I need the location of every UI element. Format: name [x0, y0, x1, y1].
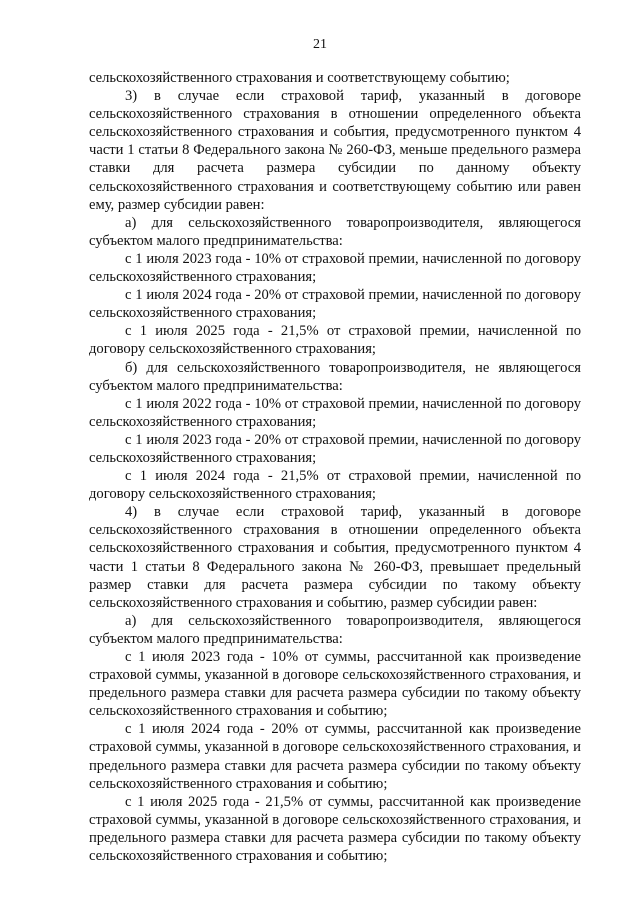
paragraph-subitem-3b: б) для сельскохозяйственного товаропроизводителя, не являющегося субъектом малого предпринимательства: — [89, 359, 581, 394]
paragraph-4a-2025: с 1 июля 2025 года - 21,5% от суммы, рассчитанной как произведение страховой суммы, указанной в договоре сельскохозяйственного страхования, и предельного размера ставки для расчета размера субсидии по такому объекту сельскохозяйственного страхования и событию; — [89, 793, 581, 865]
paragraph-4a-2024: с 1 июля 2024 года - 20% от суммы, рассчитанной как произведение страховой суммы, указанной в договоре сельскохозяйственного страхования, и предельного размера ставки для расчета размера субсидии по такому объекту сельскохозяйственного страхования и событию; — [89, 721, 581, 792]
paragraph-3b-2022: с 1 июля 2022 года - 10% от страховой премии, начисленной по договору сельскохозяйственного страхования; — [89, 395, 581, 430]
paragraph-subitem-4a: а) для сельскохозяйственного товаропроизводителя, являющегося субъектом малого предпринимательства: — [89, 612, 581, 647]
document-body — [89, 69, 581, 865]
paragraph-3a-2023: с 1 июля 2023 года - 10% от страховой премии, начисленной по договору сельскохозяйственного страхования; — [89, 250, 581, 286]
paragraph-3a-2025: с 1 июля 2025 года - 21,5% от страховой премии, начисленной по договору сельскохозяйственного страхования; — [89, 323, 581, 358]
paragraph-item-4: 4) в случае если страховой тариф, указанный в договоре сельскохозяйственного страхования в отношении определенного объекта сельскохозяйственного страхования и события, предусмотренного пунктом 4 части 1 статьи 8 Федерального закона № 260-ФЗ, превышает предельный размер ставки для расчета размера субсидии по такому объекту сельскохозяйственного страхования и событию, размер субсидии равен: — [89, 504, 581, 611]
paragraph-3b-2024: с 1 июля 2024 года - 21,5% от страховой премии, начисленной по договору сельскохозяйственного страхования; — [89, 468, 581, 503]
paragraph-4a-2023: с 1 июля 2023 года - 10% от суммы, рассчитанной как произведение страховой суммы, указанной в договоре сельскохозяйственного страхования, и предельного размера ставки для расчета размера субсидии по такому объекту сельскохозяйственного страхования и событию; — [89, 649, 581, 720]
paragraph-3b-2023: с 1 июля 2023 года - 20% от страховой премии, начисленной по договору сельскохозяйственного страхования; — [89, 431, 581, 466]
paragraph-continuation: сельскохозяйственного страхования и соответствующему событию; — [89, 70, 510, 86]
paragraph-3a-2024: с 1 июля 2024 года - 20% от страховой премии, начисленной по договору сельскохозяйственного страхования; — [89, 287, 581, 322]
page-number: 21 — [313, 37, 327, 52]
paragraph-item-3: 3) в случае если страховой тариф, указанный в договоре сельскохозяйственного страхования в отношении определенного объекта сельскохозяйственного страхования и события, предусмотренного пунктом 4 части 1 статьи 8 Федерального закона № 260-ФЗ, меньше предельного размера ставки для расчета размера субсидии по данному объекту сельскохозяйственного страхования и соответствующему событию или равен ему, размер субсидии равен: — [89, 88, 581, 213]
paragraph-subitem-3a: а) для сельскохозяйственного товаропроизводителя, являющегося субъектом малого предпринимательства: — [89, 214, 581, 249]
